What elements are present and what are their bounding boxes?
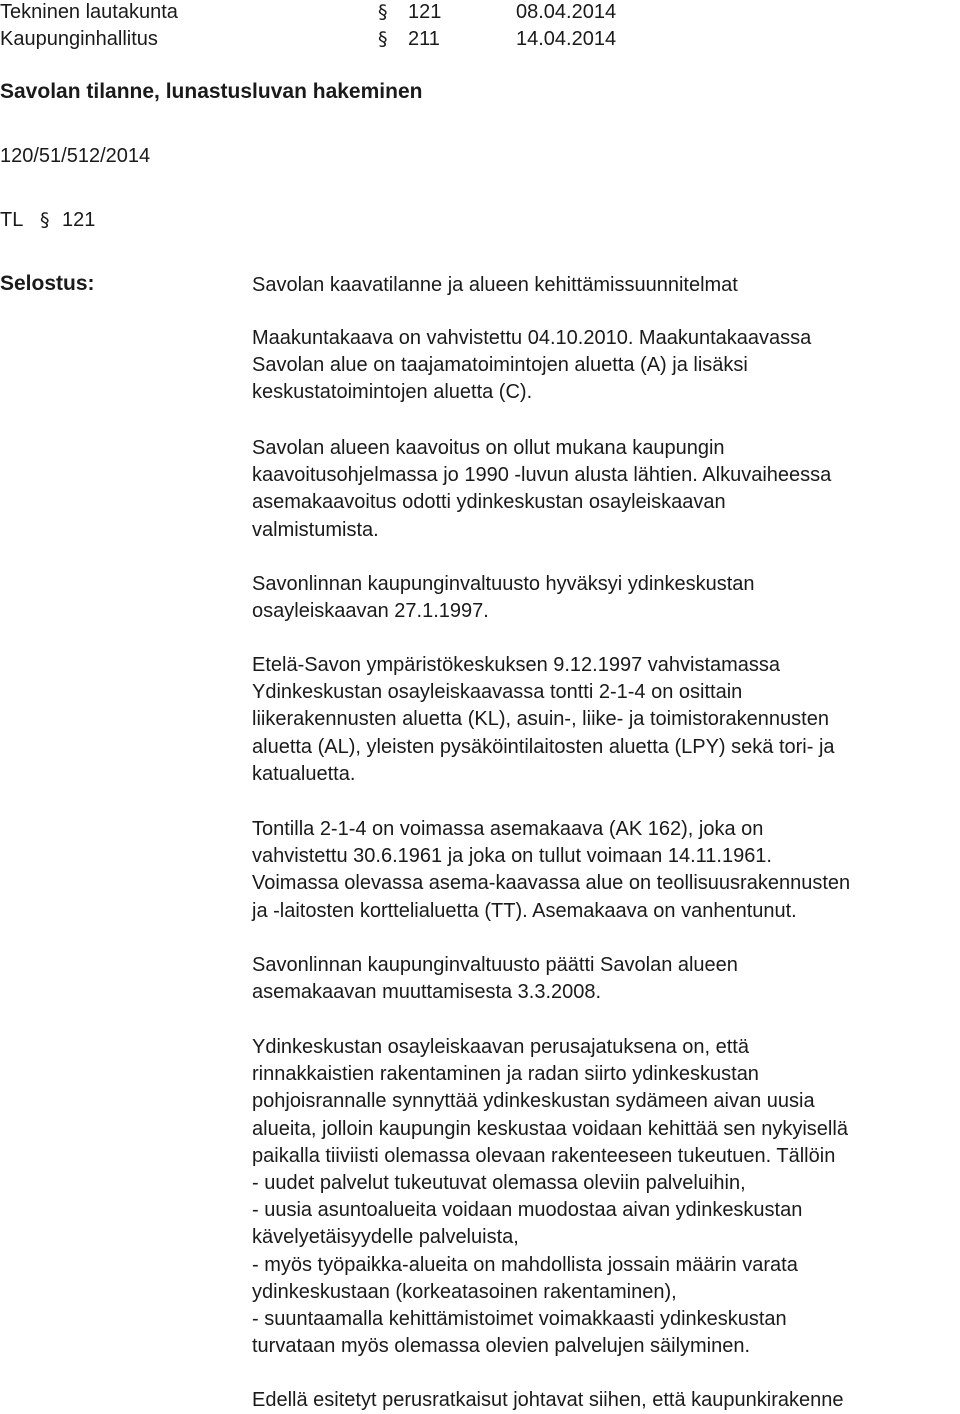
text-line: - uusia asuntoalueita voidaan muodostaa aivan ydinkeskustan bbox=[252, 1199, 803, 1222]
header-row-1 bbox=[0, 0, 178, 24]
text-line: ja -laitosten korttelialuetta (TT). Asemakaava on vanhentunut. bbox=[252, 899, 797, 922]
paragraph-7 bbox=[252, 1034, 960, 1360]
section-symbol-icon: § bbox=[40, 209, 50, 231]
paragraph-5 bbox=[252, 816, 960, 925]
section-symbol-icon: § bbox=[378, 28, 388, 50]
selostus-label: Selostus: bbox=[0, 272, 95, 295]
text-line: - myös työpaikka-alueita on mahdollista jossain määrin varata bbox=[252, 1253, 798, 1276]
text-line: kävelyetäisyydelle palveluista, bbox=[252, 1226, 519, 1249]
text-line: ydinkeskustaan (korkeatasoinen rakentaminen), bbox=[252, 1280, 677, 1303]
text-line: alueita, jolloin kaupungin keskustaa voidaan kehittää sen nykyisellä bbox=[252, 1117, 848, 1140]
text-line: Maakuntakaava on vahvistettu 04.10.2010. Maakuntakaavassa bbox=[252, 327, 812, 349]
text-line: Ydinkeskustan osayleiskaavan perusajatuksena on, että bbox=[252, 1036, 749, 1058]
text-line: Savolan alue on taajamatoimintojen aluetta (A) ja lisäksi bbox=[252, 354, 748, 377]
text-line: Tontilla 2-1-4 on voimassa asemakaava (AK 162), joka on bbox=[252, 818, 764, 840]
section-ref-number: 121 bbox=[62, 209, 96, 231]
text-line: aluetta (AL), yleisten pysäköintilaitosten aluetta (LPY) sekä tori- ja bbox=[252, 735, 835, 758]
header-section-number: 211 bbox=[408, 28, 440, 50]
header-date: 08.04.2014 bbox=[516, 1, 617, 23]
section-symbol-icon: § bbox=[378, 1, 388, 23]
text-line: kaavoitusohjelmassa jo 1990 -luvun alusta lähtien. Alkuvaiheessa bbox=[252, 464, 832, 487]
selostus-heading: Savolan kaavatilanne ja alueen kehittämissuunnitelmat bbox=[252, 274, 738, 296]
text-line: liikerakennusten aluetta (KL), asuin-, liike- ja toimistorakennusten bbox=[252, 708, 829, 731]
paragraph-6 bbox=[252, 952, 960, 1006]
text-line: - suuntaamalla kehittämistoimet voimakkaasti ydinkeskustan bbox=[252, 1308, 787, 1331]
text-line: Etelä-Savon ympäristökeskuksen 9.12.1997 vahvistamassa bbox=[252, 654, 781, 676]
text-line: osayleiskaavan 27.1.1997. bbox=[252, 600, 489, 623]
text-line: asemakaavan muuttamisesta 3.3.2008. bbox=[252, 981, 602, 1004]
paragraph-8 bbox=[252, 1387, 960, 1414]
text-line: Savonlinnan kaupunginvaltuusto päätti Savolan alueen bbox=[252, 954, 738, 976]
paragraph-1 bbox=[252, 325, 960, 407]
text-line: Edellä esitetyt perusratkaisut johtavat siihen, että kaupunkirakenne bbox=[252, 1389, 844, 1411]
header-row-2 bbox=[0, 27, 158, 51]
list-item bbox=[252, 1306, 960, 1360]
header-section-number: 121 bbox=[408, 1, 442, 23]
text-line: asemakaavoitus odotti ydinkeskustan osayleiskaavan bbox=[252, 491, 726, 514]
paragraph-4 bbox=[252, 652, 960, 788]
list-item bbox=[252, 1252, 960, 1306]
document-title: Savolan tilanne, lunastusluvan hakeminen bbox=[0, 80, 423, 103]
text-line: pohjoisrannalle synnyttää ydinkeskustan sydämeen aivan uusia bbox=[252, 1090, 815, 1113]
text-line: turvataan myös olemassa olevien palvelujen säilyminen. bbox=[252, 1335, 751, 1358]
list-item bbox=[252, 1170, 960, 1197]
header-body-name: Tekninen lautakunta bbox=[0, 1, 178, 23]
paragraph-3 bbox=[252, 571, 960, 625]
section-ref-prefix: TL bbox=[0, 209, 24, 231]
text-line: Ydinkeskustan osayleiskaavassa tontti 2-1-4 on osittain bbox=[252, 681, 743, 704]
text-line: vahvistettu 30.6.1961 ja joka on tullut voimaan 14.11.1961. bbox=[252, 845, 772, 868]
header-body-name: Kaupunginhallitus bbox=[0, 28, 158, 50]
text-line: rinnakkaistien rakentaminen ja radan siirto ydinkeskustan bbox=[252, 1063, 759, 1086]
text-line: valmistumista. bbox=[252, 518, 379, 541]
header-date: 14.04.2014 bbox=[516, 28, 617, 50]
text-line: Voimassa olevassa asema-kaavassa alue on teollisuusrakennusten bbox=[252, 872, 851, 895]
reference-number: 120/51/512/2014 bbox=[0, 145, 151, 167]
text-line: Savonlinnan kaupunginvaltuusto hyväksyi ydinkeskustan bbox=[252, 573, 755, 595]
bullet-list bbox=[252, 1170, 960, 1360]
text-line: keskustatoimintojen aluetta (C). bbox=[252, 381, 533, 404]
paragraph-2 bbox=[252, 435, 960, 544]
text-line: paikalla tiiviisti olemassa olevaan rakenteeseen tukeutuen. Tällöin bbox=[252, 1144, 836, 1167]
text-line: Savolan alueen kaavoitus on ollut mukana kaupungin bbox=[252, 437, 725, 459]
text-line: - uudet palvelut tukeutuvat olemassa oleviin palveluihin, bbox=[252, 1172, 746, 1195]
text-line: katualuetta. bbox=[252, 762, 356, 785]
list-item bbox=[252, 1197, 960, 1251]
